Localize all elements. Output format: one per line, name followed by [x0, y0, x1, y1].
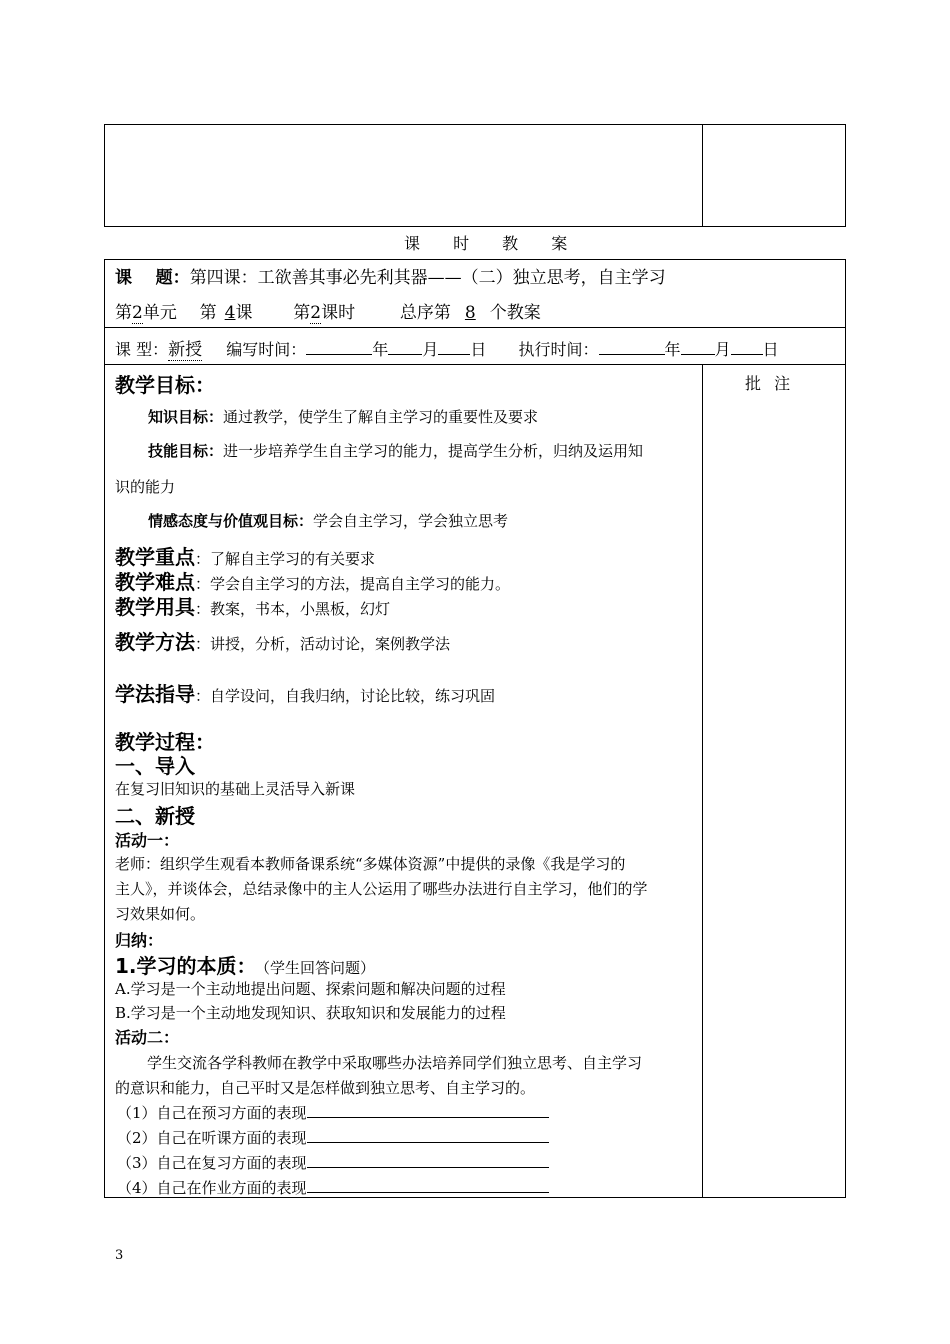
activity-1-line-2: 主人》，并谈体会，总结录像中的主人公运用了哪些办法进行自主学习，他们的学	[115, 880, 648, 898]
activity-1-line-1: 老师：组织学生观看本教师备课系统“多媒体资源”中提供的录像《我是学习的	[115, 855, 626, 873]
tools-row	[115, 591, 390, 620]
skill-text-2: 识的能力	[115, 478, 176, 496]
exec-day: 日	[762, 340, 779, 359]
skill-text-1: 进一步培养学生自主学习的能力，提高学生分析，归纳及运用知	[223, 442, 644, 460]
emotion-goal	[148, 510, 508, 531]
focus-text: ：了解自主学习的有关要求	[195, 550, 376, 568]
write-month-blank	[388, 340, 422, 355]
type-value: 新授	[168, 340, 203, 360]
skill-goal	[148, 440, 643, 461]
unit-suffix: 单元	[142, 303, 177, 323]
topic-row	[115, 263, 666, 288]
focus-label: 教学重点	[115, 545, 195, 569]
guide-text: ：自学设问，自我归纳，讨论比较，练习巩固	[195, 687, 496, 705]
point-1-heading: 1.学习的本质：	[115, 954, 257, 978]
remark-label: 批 注	[745, 374, 792, 393]
list-item-label: （1）自己在预习方面的表现	[117, 1104, 307, 1122]
meta-row	[115, 335, 779, 360]
exec-year-blank	[599, 340, 665, 355]
top-table	[104, 124, 846, 227]
point-1-row	[115, 950, 375, 979]
exec-month-blank	[681, 340, 715, 355]
answer-blank	[307, 1153, 549, 1168]
unit-row	[115, 298, 541, 323]
write-month: 月	[422, 340, 439, 359]
guide-row	[115, 678, 495, 707]
method-text: ：讲授，分析，活动讨论，案例教学法	[195, 635, 451, 653]
new-lesson-heading: 二、新授	[115, 804, 195, 828]
tools-label: 教学用具	[115, 595, 195, 619]
summary-label: 归纳：	[115, 931, 164, 950]
write-year: 年	[372, 340, 389, 359]
lesson-number: 4	[224, 303, 236, 323]
top-table-divider	[702, 124, 703, 227]
list-item	[117, 1152, 549, 1173]
period-number: 2	[310, 303, 322, 323]
method-row	[115, 626, 450, 655]
write-day-blank	[438, 340, 470, 355]
emotion-text: 学会自主学习，学会独立思考	[313, 512, 509, 530]
knowledge-label: 知识目标：	[148, 408, 224, 426]
period-prefix: 第	[293, 303, 311, 323]
remark-column-divider	[702, 364, 703, 1198]
lesson-prefix: 第	[199, 303, 217, 323]
intro-heading: 一、导入	[115, 754, 195, 778]
write-day: 日	[470, 340, 487, 359]
point-1-a: A.学习是一个主动地提出问题、探索问题和解决问题的过程	[115, 980, 506, 998]
period-suffix: 课时	[321, 303, 356, 323]
activity-1-label: 活动一：	[115, 831, 180, 850]
difficulty-text: ：学会自主学习的方法，提高自主学习的能力。	[195, 575, 511, 593]
answer-blank	[307, 1128, 549, 1143]
exec-time-label: 执行时间：	[518, 340, 599, 359]
page-number: 3	[115, 1248, 124, 1263]
answer-blank	[307, 1178, 549, 1193]
seq-prefix: 总序第	[399, 303, 451, 323]
tools-text: ：教案，书本，小黑板，幻灯	[195, 600, 391, 618]
exec-year: 年	[664, 340, 681, 359]
difficulty-label: 教学难点	[115, 570, 195, 594]
page-title: 课 时 教 案	[404, 234, 582, 253]
list-item-label: （4）自己在作业方面的表现	[117, 1179, 307, 1197]
process-heading: 教学过程：	[115, 730, 215, 754]
list-item	[117, 1102, 549, 1123]
list-item-label: （3）自己在复习方面的表现	[117, 1154, 307, 1172]
method-label: 教学方法	[115, 630, 195, 654]
point-1-b: B.学习是一个主动地发现知识、获取知识和发展能力的过程	[115, 1004, 506, 1022]
unit-prefix: 第	[115, 303, 132, 323]
seq-number: 8	[464, 303, 476, 323]
activity-1-line-3: 习效果如何。	[115, 905, 206, 923]
exec-month: 月	[714, 340, 731, 359]
intro-text: 在复习旧知识的基础上灵活导入新课	[115, 780, 356, 798]
lesson-suffix: 课	[235, 303, 253, 323]
row-divider-1	[104, 327, 846, 328]
list-item	[117, 1177, 549, 1198]
row-divider-2	[104, 364, 846, 365]
write-year-blank	[306, 340, 372, 355]
emotion-label: 情感态度与价值观目标：	[148, 512, 314, 530]
unit-number: 2	[132, 303, 143, 323]
list-item-label: （2）自己在听课方面的表现	[117, 1129, 307, 1147]
topic-label: 课 题：	[115, 268, 190, 288]
knowledge-goal	[148, 406, 538, 427]
write-time-label: 编写时间：	[226, 340, 307, 359]
topic-text: 第四课：工欲善其事必先利其器——（二）独立思考，自主学习	[189, 268, 666, 288]
activity-2-line-2: 的意识和能力，自己平时又是怎样做到独立思考、自主学习的。	[115, 1079, 536, 1097]
activity-2-label: 活动二：	[115, 1028, 180, 1047]
point-1-note: （学生回答问题）	[262, 959, 376, 977]
type-label: 课 型：	[115, 340, 169, 359]
activity-2-line-1: 学生交流各学科教师在教学中采取哪些办法培养同学们独立思考、自主学习	[147, 1054, 643, 1072]
list-item	[117, 1127, 549, 1148]
goals-heading: 教学目标：	[115, 373, 215, 397]
seq-suffix: 个教案	[489, 303, 541, 323]
guide-label: 学法指导	[115, 682, 195, 706]
knowledge-text: 通过教学，使学生了解自主学习的重要性及要求	[223, 408, 539, 426]
answer-blank	[307, 1103, 549, 1118]
skill-label: 技能目标：	[148, 442, 224, 460]
exec-day-blank	[731, 340, 763, 355]
